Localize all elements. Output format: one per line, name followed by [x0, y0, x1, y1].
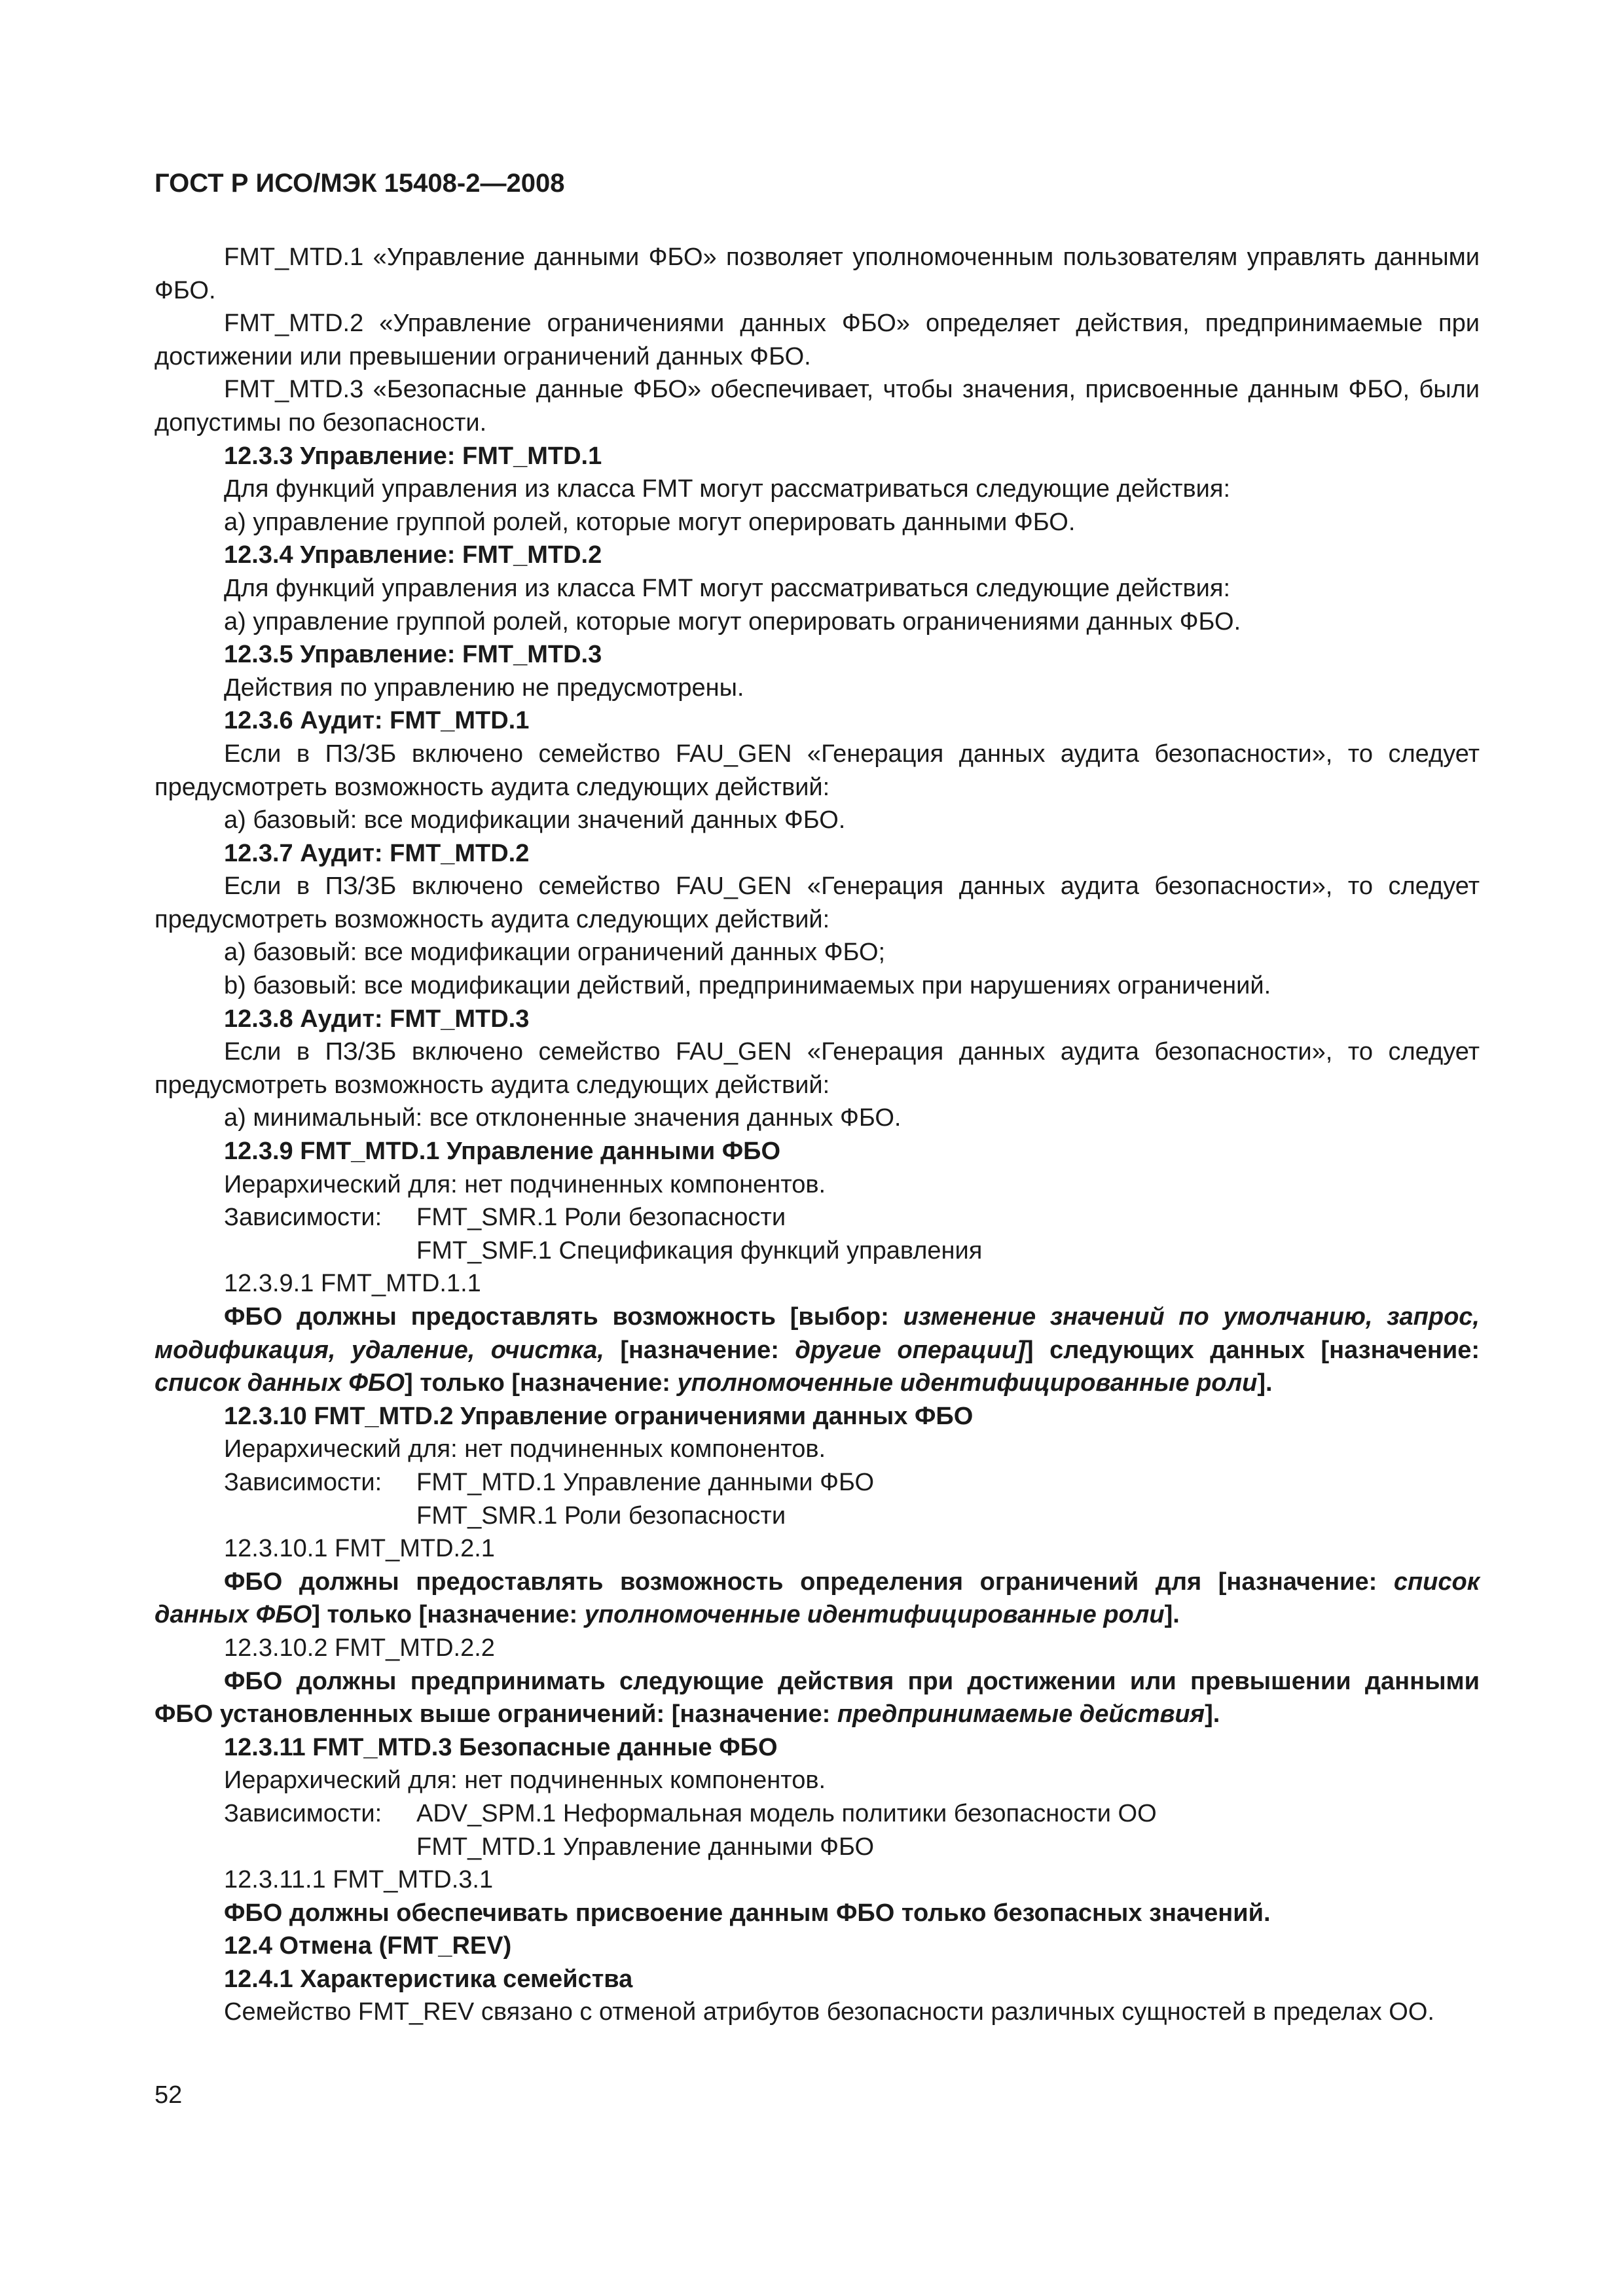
statement-text: ФБО должны предоставлять возможность определения ограничений для [назначение:: [224, 1568, 1394, 1596]
statement-italic: уполномоченные идентифицированные роли: [677, 1369, 1258, 1397]
hierarchy-text: Иерархический для: нет подчиненных компонентов.: [224, 1767, 826, 1795]
paragraph-fmt-mtd1-desc: FMT_MTD.1 «Управление данными ФБО» позволяет уполномоченным пользователям управлять данными ФБО.: [155, 243, 1480, 304]
dependency-item: FMT_MTD.1 Управление данными ФБО: [416, 1833, 875, 1861]
statement-text: ].: [1205, 1700, 1220, 1729]
paragraph-text: Если в ПЗ/ЗБ включено семейство FAU_GEN «Генерация данных аудита безопасности», то следует предусмотреть возможность аудита следующих действий:: [155, 872, 1480, 933]
paragraph-fmt-mtd2-desc: FMT_MTD.2 «Управление ограничениями данных ФБО» определяет действия, предпринимаемые при достижении или превышении ограничений данных ФБО.: [155, 310, 1480, 370]
dependency-item: FMT_SMR.1 Роли безопасности: [416, 1204, 786, 1232]
hierarchy-text: Иерархический для: нет подчиненных компонентов.: [224, 1435, 826, 1463]
list-item: а) управление группой ролей, которые могут оперировать ограничениями данных ФБО.: [224, 607, 1241, 636]
statement-text: ФБО должны предоставлять возможность [выбор:: [224, 1303, 903, 1331]
dependency-item: ADV_SPM.1 Неформальная модель политики безопасности ОО: [416, 1799, 1157, 1827]
statement-text: ] только [назначение:: [405, 1369, 678, 1397]
element-id: 12.3.10.1 FMT_MTD.2.1: [224, 1535, 495, 1563]
list-item: b) базовый: все модификации действий, предпринимаемых при нарушениях ограничений.: [224, 972, 1271, 1000]
section-heading-12-3-5: 12.3.5 Управление: FMT_MTD.3: [224, 641, 602, 669]
statement-text: [назначение:: [604, 1336, 795, 1364]
statement-italic: список данных ФБО: [155, 1369, 405, 1397]
page-number: 52: [155, 2081, 183, 2109]
list-item: а) базовый: все модификации значений данных ФБО.: [224, 806, 846, 834]
paragraph-fmt-mtd3-desc: FMT_MTD.3 «Безопасные данные ФБО» обеспечивает, чтобы значения, присвоенные данным ФБО, были допустимы по безопасности.: [155, 376, 1480, 437]
section-heading-12-3-7: 12.3.7 Аудит: FMT_MTD.2: [224, 839, 530, 867]
dependencies-label: Зависимости:: [224, 1468, 382, 1496]
hierarchy-text: Иерархический для: нет подчиненных компонентов.: [224, 1170, 826, 1198]
section-heading-12-4-1: 12.4.1 Характеристика семейства: [224, 1965, 633, 1993]
element-statement-fmt-mtd-1-1: [155, 1300, 1480, 1400]
statement-italic: другие операции]: [795, 1336, 1025, 1364]
statement-text: ] только [назначение:: [312, 1601, 585, 1629]
statement-italic: предпринимаемые действия: [837, 1700, 1205, 1729]
dependencies-row: [155, 1797, 1480, 1831]
element-statement-fmt-mtd-2-1: [155, 1566, 1480, 1632]
statement-text: ФБО должны предпринимать следующие действия при достижении или превышении данными ФБО установленных выше ограничений: [назначение:: [155, 1667, 1480, 1729]
dependencies-row: [155, 1466, 1480, 1499]
statement-text: ].: [1257, 1369, 1273, 1397]
element-id: 12.3.9.1 FMT_MTD.1.1: [224, 1270, 481, 1298]
statement-text: ] следующих данных [назначение:: [1025, 1336, 1480, 1364]
paragraph-text: Для функций управления из класса FMT могут рассматриваться следующие действия:: [224, 475, 1231, 503]
section-heading-12-3-11: 12.3.11 FMT_MTD.3 Безопасные данные ФБО: [224, 1733, 778, 1761]
paragraph-text: Если в ПЗ/ЗБ включено семейство FAU_GEN «Генерация данных аудита безопасности», то следует предусмотреть возможность аудита следующих действий:: [155, 740, 1480, 801]
element-id: 12.3.11.1 FMT_MTD.3.1: [224, 1866, 494, 1894]
dependencies-label: Зависимости:: [224, 1799, 382, 1827]
paragraph-text: Действия по управлению не предусмотрены.: [224, 673, 744, 702]
document-body: [155, 241, 1480, 2029]
section-heading-12-3-10: 12.3.10 FMT_MTD.2 Управление ограничениями данных ФБО: [224, 1402, 974, 1430]
dependency-item: FMT_SMF.1 Спецификация функций управления: [416, 1236, 983, 1265]
section-heading-12-4: 12.4 Отмена (FMT_REV): [224, 1932, 512, 1960]
section-heading-12-3-8: 12.3.8 Аудит: FMT_MTD.3: [224, 1005, 530, 1033]
statement-italic: уполномоченные идентифицированные роли: [584, 1601, 1165, 1629]
statement-text: ].: [1164, 1601, 1180, 1629]
section-heading-12-3-4: 12.3.4 Управление: FMT_MTD.2: [224, 541, 602, 569]
dependency-item: FMT_MTD.1 Управление данными ФБО: [416, 1468, 875, 1496]
paragraph-text: Для функций управления из класса FMT могут рассматриваться следующие действия:: [224, 574, 1231, 602]
section-heading-12-3-6: 12.3.6 Аудит: FMT_MTD.1: [224, 707, 530, 735]
dependencies-label: Зависимости:: [224, 1204, 382, 1232]
list-item: а) управление группой ролей, которые могут оперировать данными ФБО.: [224, 508, 1076, 536]
element-id: 12.3.10.2 FMT_MTD.2.2: [224, 1634, 495, 1662]
list-item: а) базовый: все модификации ограничений данных ФБО;: [224, 939, 886, 967]
paragraph-text: Семейство FMT_REV связано с отменой атрибутов безопасности различных сущностей в пределах ОО.: [224, 1998, 1434, 2026]
dependencies-row: [155, 1201, 1480, 1234]
paragraph-text: Если в ПЗ/ЗБ включено семейство FAU_GEN «Генерация данных аудита безопасности», то следует предусмотреть возможность аудита следующих действий:: [155, 1038, 1480, 1099]
section-heading-12-3-3: 12.3.3 Управление: FMT_MTD.1: [224, 442, 602, 470]
document-header: ГОСТ Р ИСО/МЭК 15408-2—2008: [155, 169, 565, 198]
section-heading-12-3-9: 12.3.9 FMT_MTD.1 Управление данными ФБО: [224, 1138, 781, 1166]
list-item: а) минимальный: все отклоненные значения данных ФБО.: [224, 1104, 902, 1132]
statement-italic: список данных ФБО: [155, 1568, 1480, 1629]
element-statement-fmt-mtd-2-2: [155, 1665, 1480, 1731]
dependency-item: FMT_SMR.1 Роли безопасности: [416, 1501, 786, 1530]
element-statement-fmt-mtd-3-1: ФБО должны обеспечивать присвоение данным ФБО только безопасных значений.: [224, 1899, 1271, 1927]
statement-italic: изменение значений по умолчанию, запрос, модификация, удаление, очистка,: [155, 1303, 1480, 1364]
